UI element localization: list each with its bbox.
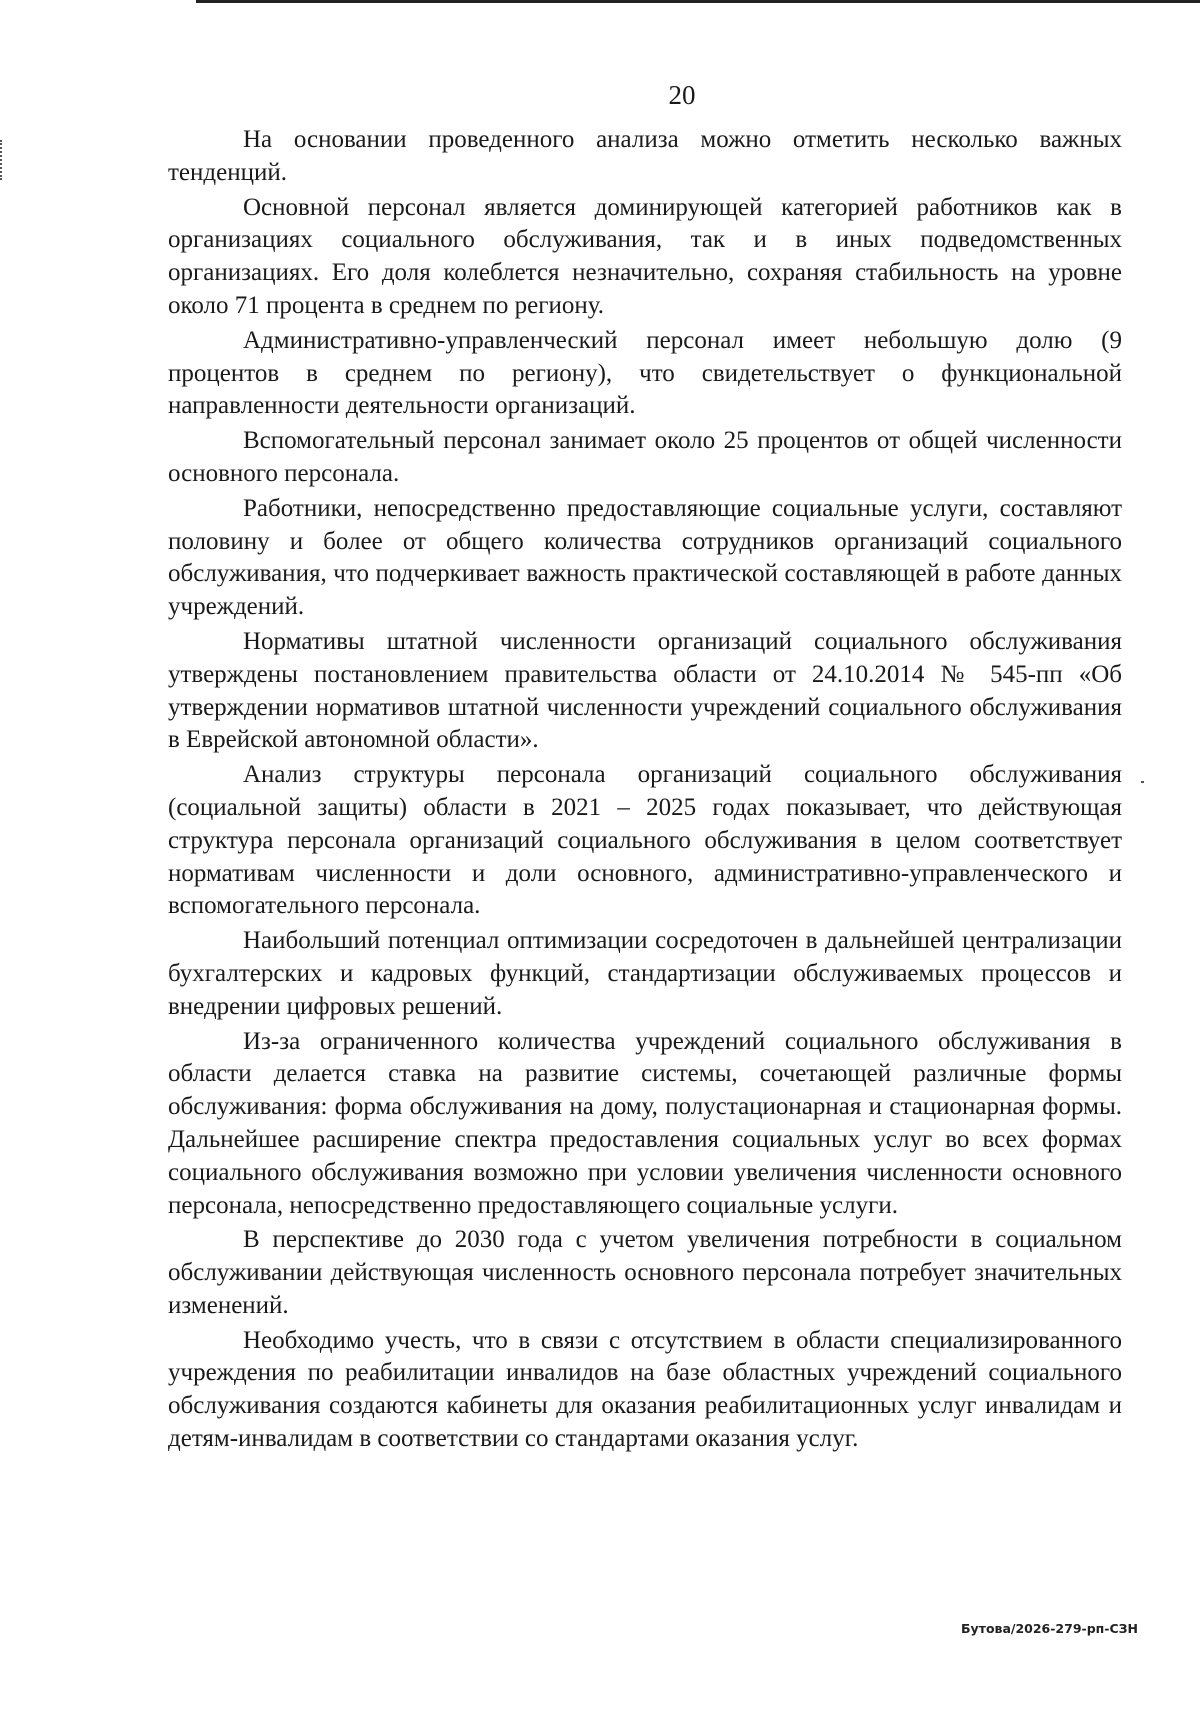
paragraph-main-staff: Основной персонал является доминирующей категорией работников как в организациях социального обслуживания, так и в иных подведомственных организациях. Его доля колеблется незначительно, сохраняя стабильность на уровне около 71 процента в среднем по региону.: [168, 193, 1122, 319]
paragraph-optimization: Наибольший потенциал оптимизации сосредоточен в дальнейшей централизации бухгалтерских и кадровых функций, стандартизации обслуживаемых процессов и внедрении цифровых решений.: [168, 927, 1122, 1020]
top-edge-line: [196, 0, 1200, 3]
document-code: Бутова/2026-279-рп-СЗН: [961, 1621, 1138, 1636]
paragraph-structure-analysis: Анализ структуры персонала организаций социального обслуживания (социальной защиты) области в 2021 – 2025 годах показывает, что действующая структура персонала организаций социального обслуживания в целом соответствует нормативам численности и доли основного, административно-управленческого и вспомогательного персонала.: [168, 761, 1122, 920]
paragraph-support-staff: Вспомогательный персонал занимает около 25 процентов от общей численности основного персонала.: [168, 427, 1122, 487]
paragraph-2030-outlook: В перспективе до 2030 года с учетом увеличения потребности в социальном обслуживании действующая численность основного персонала потребует значительных изменений.: [168, 1226, 1122, 1319]
page-number: 20: [668, 80, 696, 110]
paragraph-staffing-norms: Нормативы штатной численности организаций социального обслуживания утверждены постановлением правительства области от 24.10.2014 № 545-пп «Об утверждении нормативов штатной численности учреждений социального обслуживания в Еврейской автономной области».: [168, 627, 1122, 754]
document-body: [168, 124, 1122, 1458]
paragraph-service-forms: Из-за ограниченного количества учреждений социального обслуживания в области делается ставка на развитие системы, сочетающей различные формы обслуживания: форма обслуживания на дому, полустационарная и стационарная формы. Дальнейшее расширение спектра предоставления социальных услуг во всех формах социального обслуживания возможно при условии увеличения численности основного персонала, непосредственно предоставляющего социальные услуги.: [168, 1027, 1122, 1219]
margin-marks: [0, 140, 5, 180]
paragraph-rehabilitation: Необходимо учесть, что в связи с отсутствием в области специализированного учреждения по реабилитации инвалидов на базе областных учреждений социального обслуживания создаются кабинеты для оказания реабилитационных услуг инвалидам и детям-инвалидам в соответствии со стандартами оказания услуг.: [168, 1326, 1122, 1453]
paragraph-admin-staff: Административно-управленческий персонал имеет небольшую долю (9 процентов в среднем по региону), что свидетельствует о функциональной направленности деятельности организаций.: [168, 326, 1122, 420]
paragraph-service-workers: Работники, непосредственно предоставляющие социальные услуги, составляют половину и более от общего количества сотрудников организаций социального обслуживания, что подчеркивает важность практической составляющей в работе данных учреждений.: [168, 494, 1122, 621]
paragraph-trends-intro: На основании проведенного анализа можно отметить несколько важных тенденций.: [168, 126, 1122, 186]
scan-speck: [1141, 781, 1144, 783]
